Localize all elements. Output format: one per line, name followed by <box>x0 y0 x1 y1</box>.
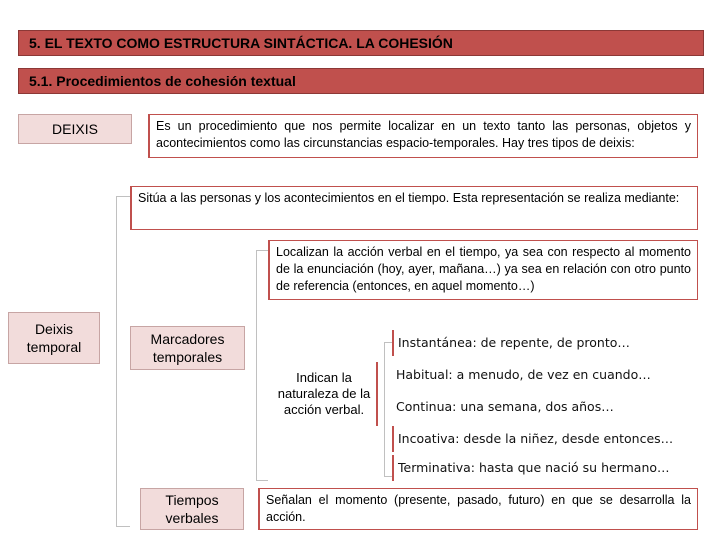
option-text: Continua: una semana, dos años… <box>396 399 614 414</box>
temporal-label-box <box>8 312 100 364</box>
verb-times-label-box <box>140 488 244 530</box>
nature-bracket-top <box>384 342 392 343</box>
markers-definition-box <box>268 240 698 300</box>
deixis-label: DEIXIS <box>52 121 98 137</box>
deixis-definition: Es un procedimiento que nos permite localizar en un texto tanto las personas, objetos y acontecimientos como las circunstancias espacio-temporales. Hay tres tipos de deixis: <box>156 119 691 150</box>
verb-times-definition-box <box>258 488 698 530</box>
markers-label: Marcadores temporales <box>150 331 225 365</box>
deixis-label-box <box>18 114 132 144</box>
main-bracket-top <box>116 196 130 197</box>
option-incoativa <box>392 426 698 452</box>
verb-times-label: Tiempos verbales <box>165 492 219 526</box>
section-title-bar <box>18 68 704 94</box>
nature-bracket-bottom <box>384 476 392 477</box>
temporal-definition-box <box>130 186 698 230</box>
markers-bracket-bottom <box>256 480 268 481</box>
option-text: Incoativa: desde la niñez, desde entonces… <box>398 431 674 446</box>
section-title: 5.1. Procedimientos de cohesión textual <box>29 73 296 89</box>
option-text: Instantánea: de repente, de pronto… <box>398 335 630 350</box>
main-bracket-line <box>116 196 117 526</box>
option-terminativa <box>392 455 698 481</box>
option-habitual <box>392 362 698 388</box>
nature-label-box <box>272 362 378 426</box>
nature-label: Indican la naturaleza de la acción verbal. <box>277 370 371 417</box>
markers-definition: Localizan la acción verbal en el tiempo, ya sea con respecto al momento de la enunciación (hoy, ayer, mañana…) ya sea en relación con otro punto de referencia (entonces, en aquel momento…) <box>276 245 691 293</box>
temporal-definition: Sitúa a las personas y los acontecimientos en el tiempo. Esta representación se realiza mediante: <box>138 191 680 205</box>
markers-label-box <box>130 326 245 370</box>
option-text: Terminativa: hasta que nació su hermano… <box>398 460 670 475</box>
option-text: Habitual: a menudo, de vez en cuando… <box>396 367 651 382</box>
main-bracket-bottom <box>116 526 130 527</box>
deixis-definition-box <box>148 114 698 158</box>
option-instantanea <box>392 330 698 356</box>
verb-times-definition: Señalan el momento (presente, pasado, futuro) en que se desarrolla la acción. <box>266 493 691 524</box>
markers-bracket-line <box>256 250 257 480</box>
markers-bracket-top <box>256 250 268 251</box>
main-title: 5. EL TEXTO COMO ESTRUCTURA SINTÁCTICA. LA COHESIÓN <box>29 35 453 51</box>
nature-bracket-line <box>384 342 385 476</box>
main-title-bar <box>18 30 704 56</box>
temporal-label: Deixis temporal <box>26 321 82 355</box>
option-continua <box>392 394 698 420</box>
